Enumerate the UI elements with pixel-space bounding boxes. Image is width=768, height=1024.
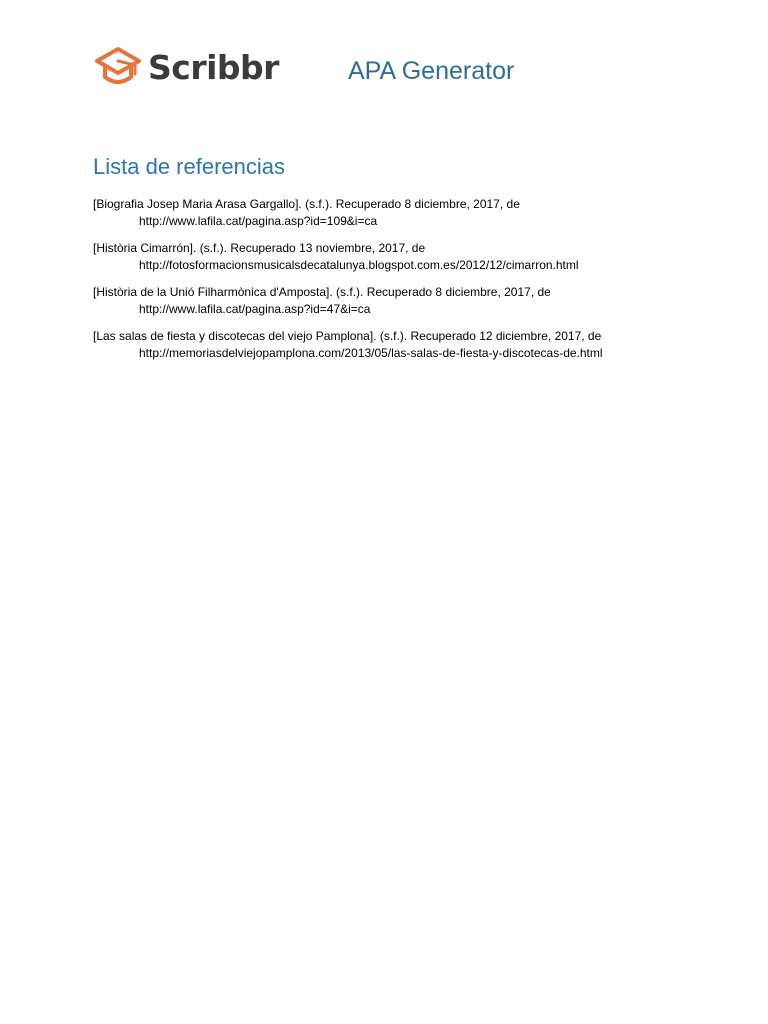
- reference-url: http://www.lafila.cat/pagina.asp?id=47&i=ca: [139, 302, 371, 316]
- reference-citation: [Biografia Josep Maria Arasa Gargallo]. (s.f.). Recuperado 8 diciembre, 2017, de: [93, 197, 520, 211]
- scribbr-logo: [93, 45, 279, 89]
- reference-citation: [Història de la Unió Filharmònica d'Amposta]. (s.f.). Recuperado 8 diciembre, 2017, de: [93, 285, 551, 299]
- reference-citation: [Las salas de fiesta y discotecas del viejo Pamplona]. (s.f.). Recuperado 12 diciembre, 2017, de: [93, 329, 602, 343]
- reference-entry: [93, 196, 693, 230]
- reference-url: http://fotosformacionsmusicalsdecatalunya.blogspot.com.es/2012/12/cimarron.html: [139, 258, 579, 272]
- reference-list: [93, 196, 693, 372]
- reference-entry: [93, 284, 693, 318]
- references-heading: Lista de referencias: [93, 154, 285, 179]
- graduation-cap-icon: [93, 46, 143, 88]
- reference-url: http://memoriasdelviejopamplona.com/2013/05/las-salas-de-fiesta-y-discotecas-de.html: [139, 346, 603, 360]
- page-title: APA Generator: [348, 57, 515, 85]
- reference-citation: [Història Cimarrón]. (s.f.). Recuperado 13 noviembre, 2017, de: [93, 241, 426, 255]
- reference-entry: [93, 240, 693, 274]
- reference-entry: [93, 328, 693, 362]
- reference-url: http://www.lafila.cat/pagina.asp?id=109&i=ca: [139, 214, 378, 228]
- logo-wordmark: Scribbr: [148, 47, 279, 87]
